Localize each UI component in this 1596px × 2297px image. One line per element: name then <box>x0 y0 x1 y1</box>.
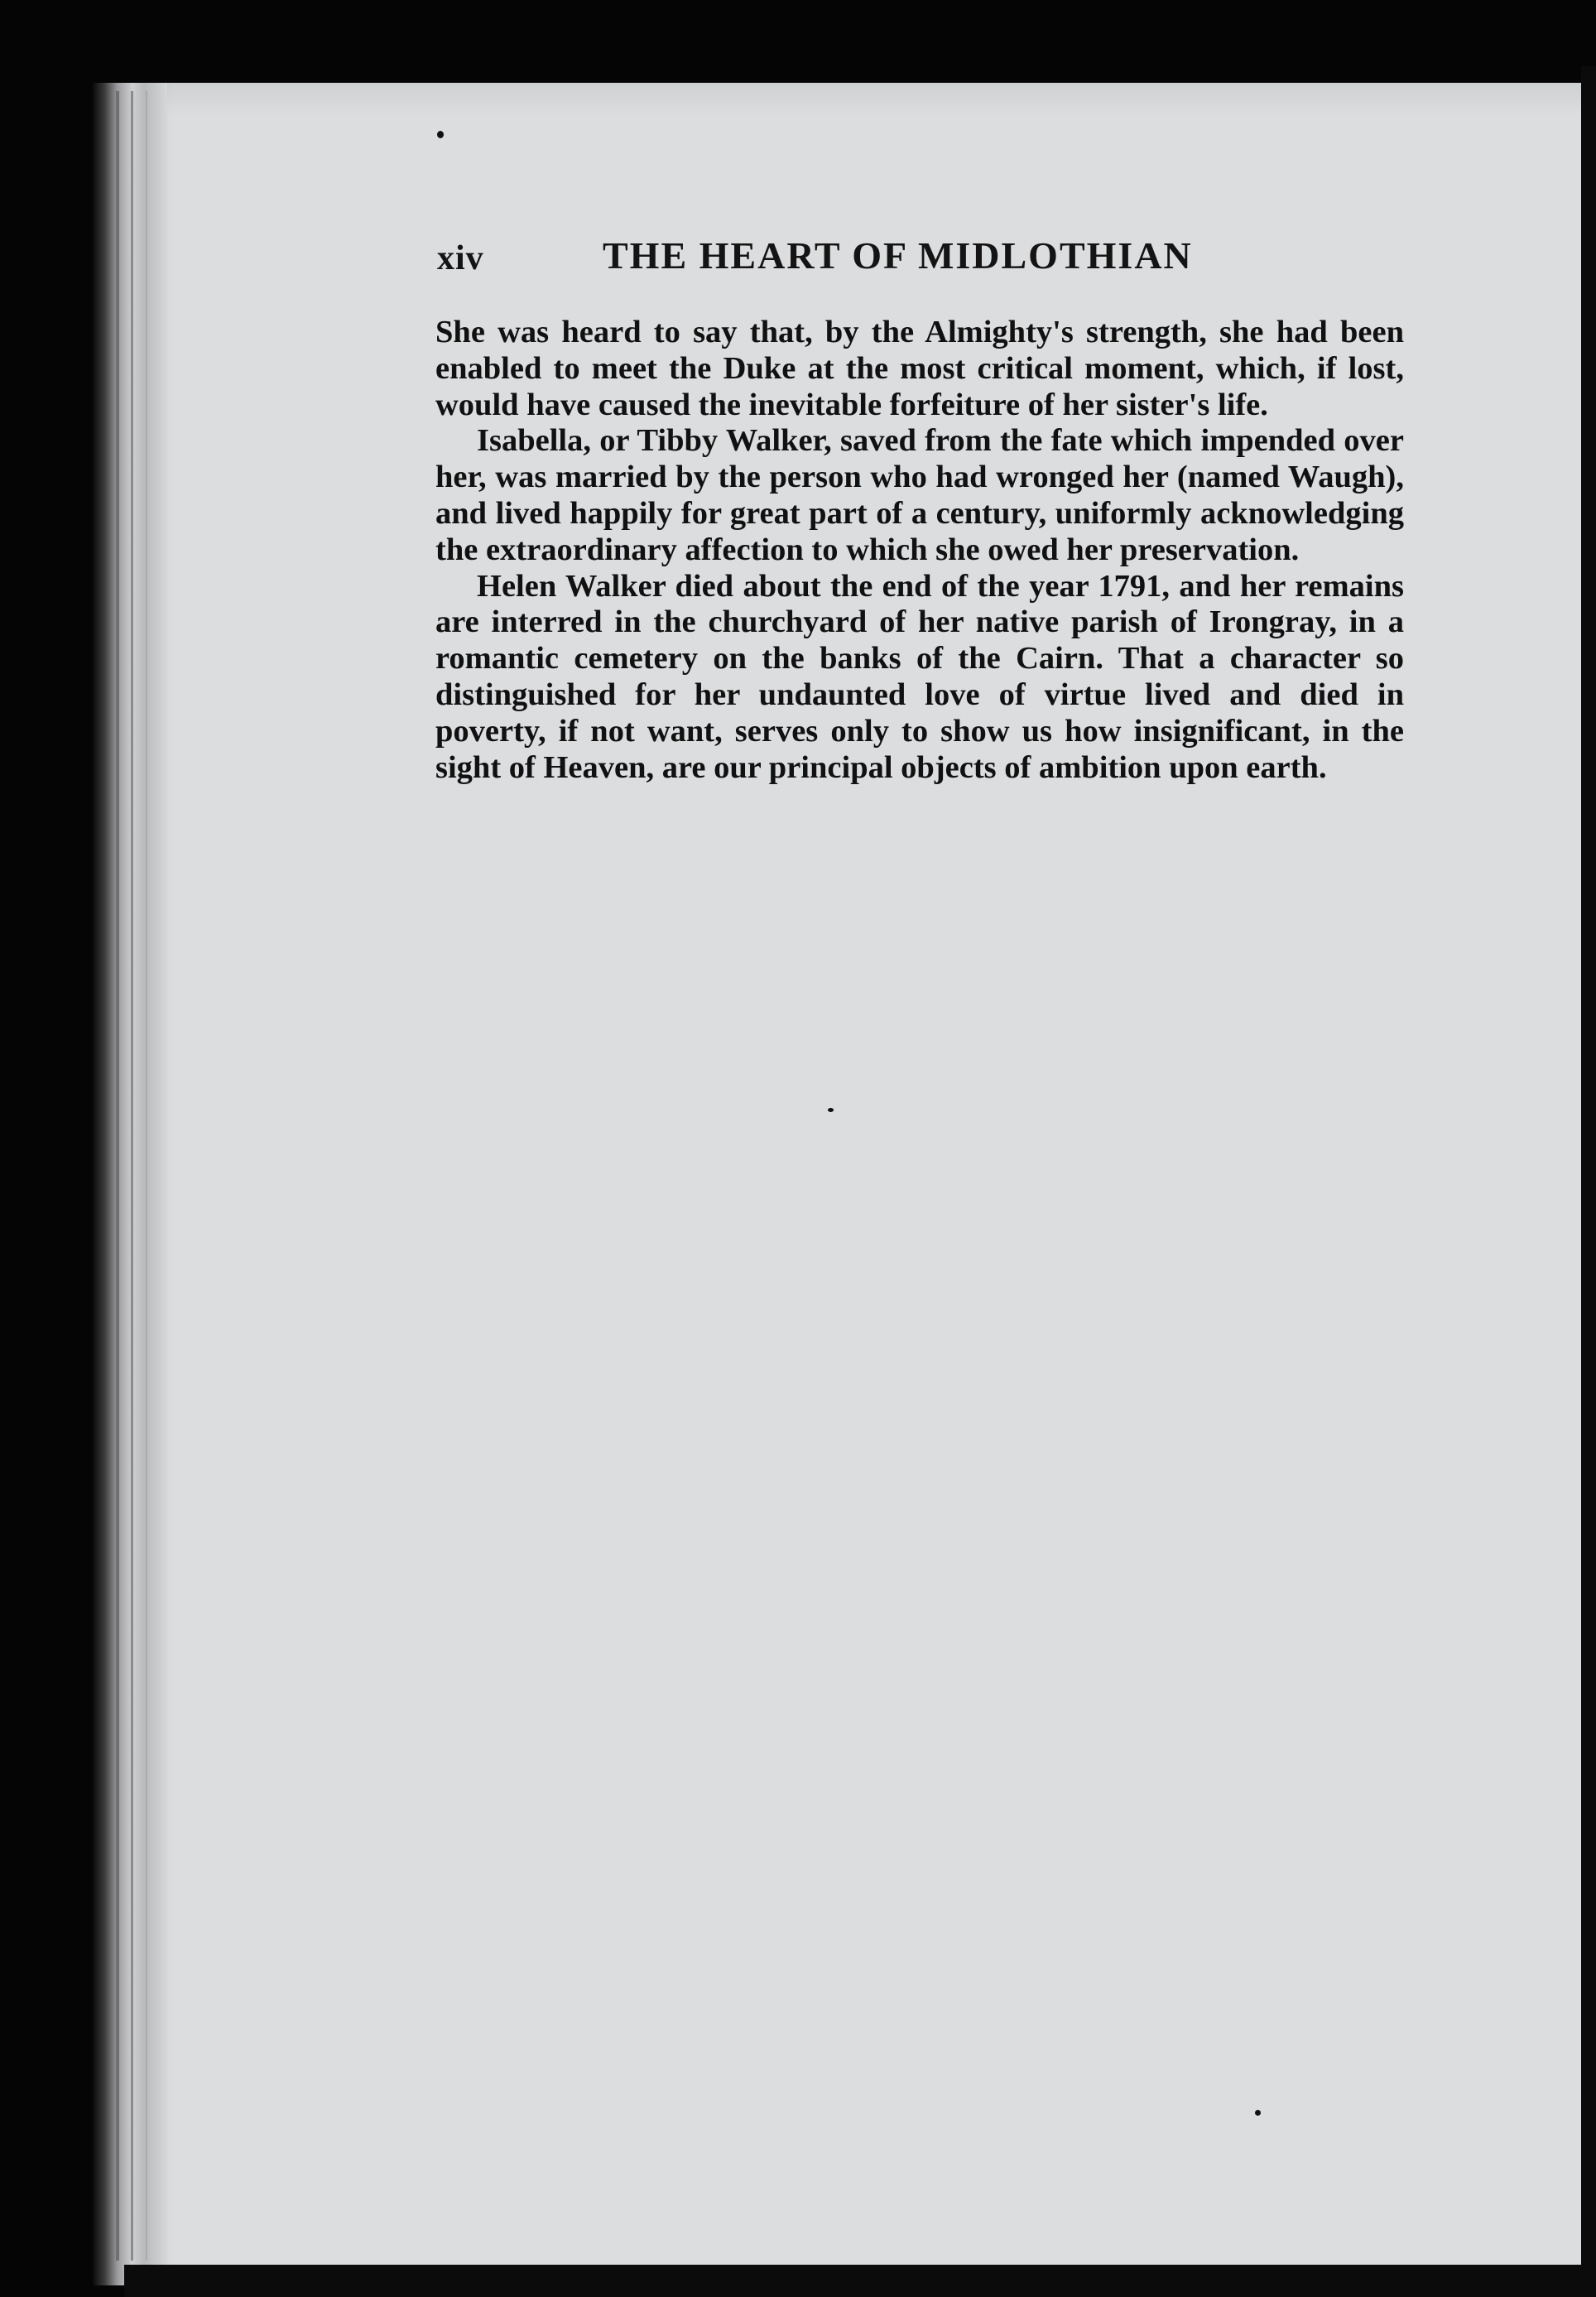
ink-speck <box>828 1108 834 1112</box>
paragraph: Helen Walker died about the end of the year 1791, and her remains are interred in the churchyard of her native parish of Irongray, in a romantic cemetery on the banks of the Cairn. That a character so distinguished for her undaunted love of virtue lived and died in poverty, if not want, serves only to show us how insignificant, in the sight of Heaven, are our principal objects of ambition upon earth. <box>435 568 1404 785</box>
ink-speck <box>1255 2110 1261 2116</box>
binding-shadow-line <box>131 91 133 2261</box>
page-number: xiv <box>437 239 484 277</box>
paragraph: She was heard to say that, by the Almighty's strength, she had been enabled to meet the Duke at the most critical moment, which, if lost, would have caused the inevitable forfeiture of her sister's life. <box>435 315 1404 422</box>
body-text <box>435 315 1404 786</box>
page-header <box>437 234 1265 283</box>
running-title: THE HEART OF MIDLOTHIAN <box>603 234 1193 277</box>
binding-shadow-line <box>116 91 119 2261</box>
book-binding-edge <box>93 83 167 2285</box>
binding-shadow-line <box>146 91 147 2261</box>
ink-speck <box>437 131 444 138</box>
scan-bottom-edge <box>124 2265 1596 2297</box>
scan-right-edge <box>1581 66 1596 2297</box>
paragraph: Isabella, or Tibby Walker, saved from the fate which impended over her, was married by the person who had wronged her (named Waugh), and lived happily for great part of a century, uniformly acknowledging the extraordinary affection to which she owed her preservation. <box>435 423 1404 567</box>
